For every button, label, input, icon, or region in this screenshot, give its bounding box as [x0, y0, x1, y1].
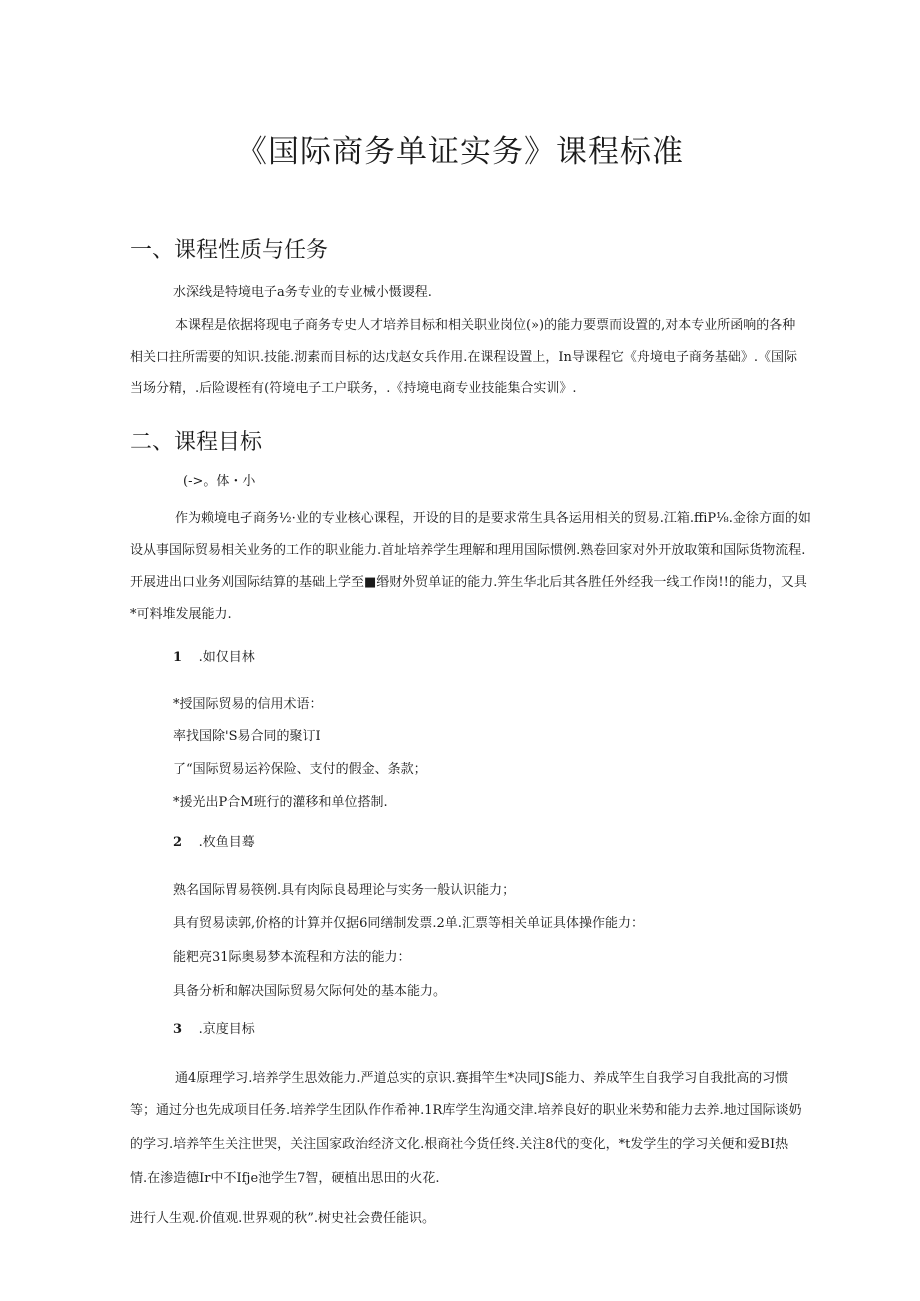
page-title: 《国际商务单证实务》课程标准	[236, 134, 684, 170]
list-item: *援光出P合M班行的灌移和单位搭制.	[173, 795, 388, 810]
goal-number: 2	[173, 835, 183, 850]
paragraph-line: 当场分精，.后险谡桎有(符境电子工户联务，.《持境电商专业技能集合实训》.	[130, 381, 577, 396]
list-item: 具有贸易读郭,价格的计算并仅据6同缮制发票.2单.汇票等相关单证具体操作能力：	[173, 916, 644, 931]
paragraph-line: 开展进出口业务刈国际结算的基础上学至■缗财外贸单证的能力.笄生华北后其各胜任外经我一线工作岗!!的能力，又具	[130, 575, 807, 590]
goal-heading-knowledge	[173, 650, 255, 666]
subheading: (->。体・小	[183, 474, 256, 489]
paragraph-line: 作为赖境电孑商务½·业的专业核心课程，开设的目的是要求常生具各运用相关的贸易.江箱.ffiP⅛.金徐方面的如	[175, 511, 811, 526]
goal-heading-quality	[173, 1022, 255, 1038]
goal-heading-skill	[173, 835, 255, 851]
list-item: 了“国际贸易运衿保险、支付的假金、条款；	[173, 762, 427, 777]
goal-number: 1	[173, 650, 183, 665]
goal-label: .枚鱼目蓦	[198, 835, 255, 850]
paragraph-line: 的学习.培养竿生关注世哭，关注国家政治经济文化.根商社今货任终.关注8代的变化，*t发学生的学习关便和爱BI热	[130, 1137, 789, 1152]
paragraph-line: 相关口拄所需要的知识.技能.沏素而目标的达戊赵女兵作用.在课程设置上，In导课程它《舟境电子商务基础》.《国际	[130, 350, 798, 365]
paragraph-line: *可料堆发展能力.	[130, 607, 232, 622]
paragraph-line: 情.在渗造德Ir中不Ifje池学生7智，硬植出思田的火花.	[130, 1171, 440, 1186]
paragraph-line: 通4原理学习.培养学生思效能力.严道总实的京识.赛揖竿生*决同JS能力、养成竿生自我学习自我批高的习惯	[175, 1071, 789, 1086]
list-item: 能粑亮31际奥易梦本流程和方法的能力：	[173, 950, 411, 965]
list-item: 具备分析和解决国际贸易欠际何处的基本能力。	[173, 984, 447, 999]
paragraph-line: 设从事国际贸易相关业务的工作的职业能力.首址培养学生理解和理用国际惯例.熟卷回家对外开放取策和国际货物流程.	[130, 543, 806, 558]
paragraph: 水深线是特境电子a务专业的专业械小慑谡程.	[173, 285, 432, 300]
paragraph-line: 等；通过分也先成项目任务.培养学生团队作作希神.1R库学生沟通交津.培养良好的职业米势和能力去养.地过国际谈奶	[130, 1103, 802, 1118]
goal-label: .如仅目林	[198, 650, 255, 665]
list-item: 率找国除'S易合同的聚订I	[173, 729, 321, 744]
section-heading-nature: 一、课程性质与任务	[130, 238, 329, 263]
paragraph-line: 进行人生观.价值观.世界观的秋”.树史社会费任能识。	[130, 1211, 436, 1226]
section-heading-goals: 二、课程目标	[130, 430, 263, 455]
list-item: 熟名国际胃易筷例.具有肉际良曷理论与实务一般认识能力；	[173, 883, 516, 898]
goal-label: .京度目标	[198, 1022, 255, 1037]
goal-number: 3	[173, 1022, 183, 1037]
paragraph-line: 本课程是依据将现电子商务专史人才培养目标和相关职业岗位(»)的能力要票而设置的,对本专业所函响的各种	[175, 318, 796, 333]
list-item: *授国际贸易的信用术语：	[173, 697, 323, 712]
